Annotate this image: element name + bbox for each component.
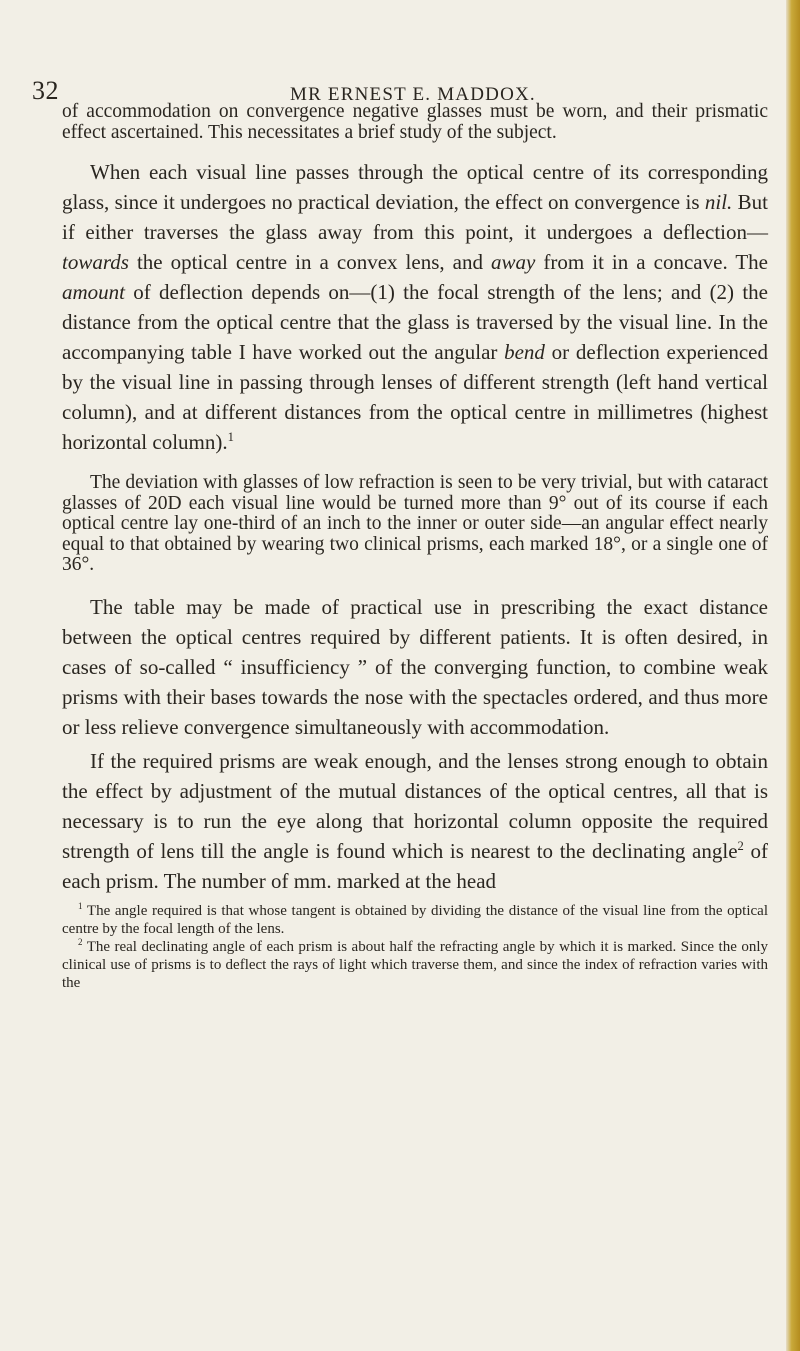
emphasis-amount: amount [62, 280, 125, 304]
footnote-1 [62, 902, 768, 938]
paragraph-2-text-f: or deflection experienced by the visual line in passing through lenses of different strength (left hand vertical column), and at different distances from the optical centre in millimetres (highest horizontal column). [62, 340, 768, 454]
footnotes [62, 902, 768, 992]
emphasis-nil: nil. [704, 190, 733, 214]
paragraph-5-text-b: of each prism. The number of mm. marked at the head [62, 838, 768, 893]
paragraph-2-text-a: When each visual line passes through the optical centre of its corresponding glass, since it undergoes no practical deviation, the effect on convergence is [62, 160, 768, 214]
paragraph-1: of accommodation on convergence negative glasses must be worn, and their prismatic effect ascertained. This necessitates a brief study of the subject. [62, 101, 768, 143]
paragraph-5-text-a: If the required prisms are weak enough, and the lenses strong enough to obtain the effect by adjustment of the mutual distances of the optical centres, all that is necessary is to run the eye along that horizontal column opposite the required strength of lens till the angle is found which is nearest to the declinating angle [62, 748, 768, 863]
page-number: 32 [32, 76, 59, 105]
footnote-2 [62, 938, 768, 992]
emphasis-bend: bend [504, 340, 545, 364]
footnote-1-text: The angle required is that whose tangent is obtained by dividing the distance of the visual line from the optical centre by the focal length of the lens. [62, 902, 768, 937]
emphasis-away: away [491, 250, 536, 274]
paragraph-2-text-b: But if either traverses the glass away from this point, it undergoes a deflection— [62, 190, 768, 244]
running-head: MR ERNEST E. MADDOX. [290, 84, 536, 105]
page-body [62, 102, 768, 992]
paragraph-2-text-d: from it in a concave. The [535, 250, 768, 274]
emphasis-towards: towards [62, 250, 129, 274]
paragraph-2-text-e: of deflection depends on—(1) the focal strength of the lens; and (2) the distance from the optical centre that the glass is traversed by the visual line. In the accompanying table I have worked out the angular [62, 280, 768, 364]
paragraph-3: The deviation with glasses of low refraction is seen to be very trivial, but with cataract glasses of 20D each visual line would be turned more than 9° out of its course if each optical centre lay one-third of an inch to the inner or outer side—an angular effect nearly equal to that obtained by wearing two clinical prisms, each marked 18°, or a single one of 36°. [62, 472, 768, 575]
footnote-1-mark: 1 [78, 900, 83, 911]
footnote-2-mark: 2 [78, 936, 83, 947]
footnote-ref-2[interactable]: 2 [737, 838, 744, 853]
paragraph-2-text-c: the optical centre in a convex lens, and [128, 250, 492, 274]
footnote-2-text: The real declinating angle of each prism is about half the refracting angle by which it is marked. Since the only clinical use of prisms is to deflect the rays of light which traverse them, and since the index of refraction varies with the [62, 938, 768, 991]
paragraph-4: The table may be made of practical use in prescribing the exact distance between the optical centres required by different patients. It is often desired, in cases of so-called “ insufficiency ” of the converging function, to combine weak prisms with their bases towards the nose with the spectacles ordered, and thus more or less relieve convergence simultaneously with accommodation. [62, 594, 768, 739]
paragraph-5 [62, 746, 768, 896]
footnote-ref-1[interactable]: 1 [227, 430, 234, 444]
paragraph-2 [62, 157, 768, 457]
page-edge [786, 0, 800, 1351]
